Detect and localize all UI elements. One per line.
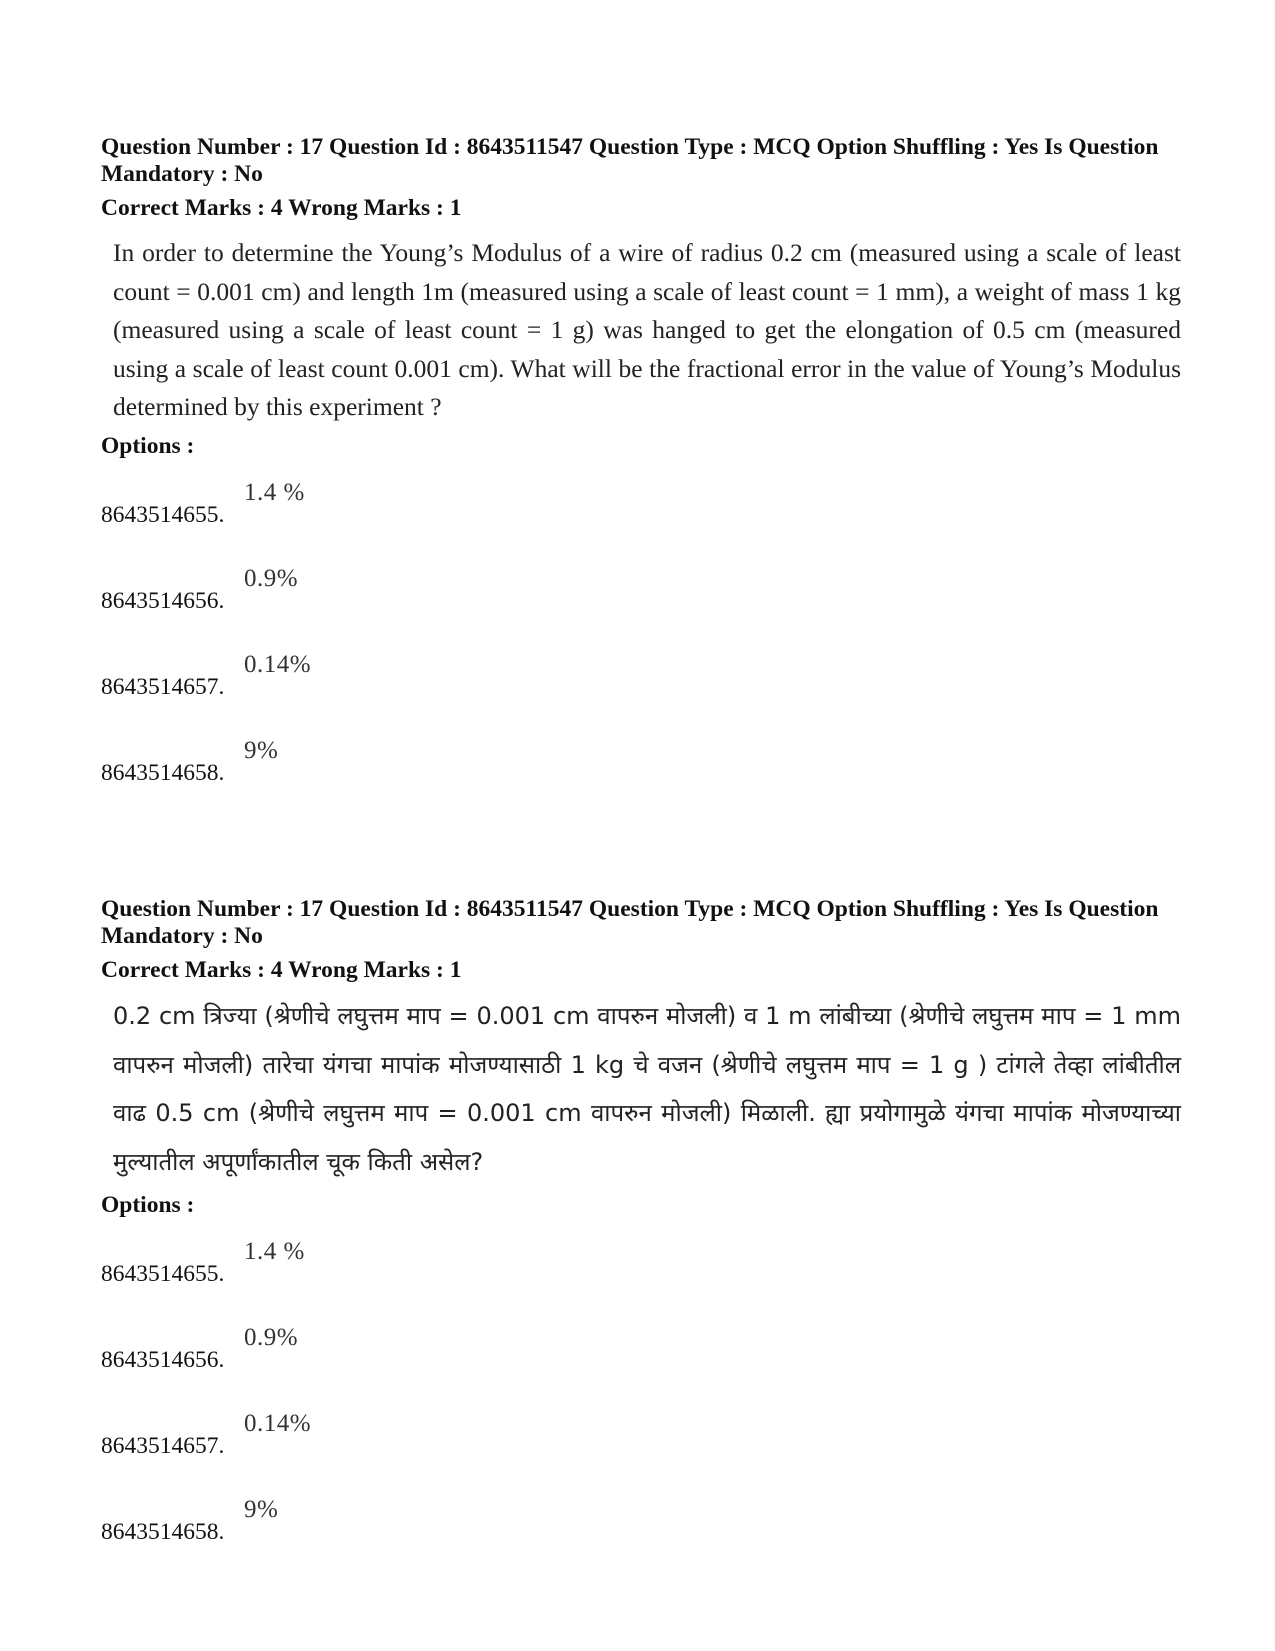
option-row (101, 1403, 1191, 1489)
question-text: 0.2 cm त्रिज्या (श्रेणीचे लघुत्तम माप = 0.001 cm वापरुन मोजली) व 1 m लांबीच्या (श्रेणीचे लघुत्तम माप = 1 mm वापरुन मोजली) तारेचा यंगचा मापांक मोजण्यासाठी 1 kg चे वजन (श्रेणीचे लघुत्तम माप = 1 g ) टांगले तेव्हा लांबीतील वाढ 0.5 cm (श्रेणीचे लघुत्तम माप = 0.001 cm वापरुन मोजली) मिळाली. ह्या प्रयोगामुळे यंगचा मापांक मोजण्याच्या मुल्यातील अपूर्णांकातील चूक किती असेल? (113, 1002, 1181, 1176)
option-value: 0.9% (244, 1324, 299, 1351)
option-id: 8643514657. (101, 673, 225, 700)
question-meta: Question Number : 17 Question Id : 8643511547 Question Type : MCQ Option Shuffling : Yes Is Question Mandatory : No (101, 896, 1159, 949)
question-block-marathi (101, 896, 1191, 1575)
question-marks: Correct Marks : 4 Wrong Marks : 1 (101, 195, 462, 221)
option-id: 8643514658. (101, 1519, 225, 1545)
option-row (101, 472, 1191, 558)
option-id: 8643514656. (101, 587, 225, 614)
option-value: 0.14% (244, 1410, 312, 1437)
question-block-english (101, 134, 1191, 816)
question-meta: Question Number : 17 Question Id : 8643511547 Question Type : MCQ Option Shuffling : Yes Is Question Mandatory : No (101, 134, 1159, 187)
option-row (101, 1489, 1191, 1575)
option-id: 8643514655. (101, 1261, 225, 1287)
option-row (101, 730, 1191, 816)
option-value: 0.14% (244, 650, 312, 678)
question-marks: Correct Marks : 4 Wrong Marks : 1 (101, 957, 462, 983)
options-label: Options : (101, 1192, 195, 1218)
options-label: Options : (101, 432, 195, 459)
option-id: 8643514657. (101, 1433, 225, 1459)
option-row (101, 644, 1191, 730)
option-row (101, 558, 1191, 644)
option-value: 1.4 % (244, 478, 305, 506)
question-text: In order to determine the Young’s Modulus of a wire of radius 0.2 cm (measured using a scale of least count = 0.001 cm) and length 1m (measured using a scale of least count = 1 mm), a weight of mass 1 kg (measured using a scale of least count = 1 g) was hanged to get the elongation of 0.5 cm (measured using a scale of least count 0.001 cm). What will be the fractional error in the value of Young’s Modulus determined by this experiment ? (113, 238, 1181, 421)
option-id: 8643514655. (101, 501, 225, 528)
option-row (101, 1317, 1191, 1403)
option-value: 9% (244, 1496, 279, 1523)
option-id: 8643514656. (101, 1347, 225, 1373)
option-value: 1.4 % (244, 1238, 305, 1265)
option-value: 0.9% (244, 564, 299, 592)
option-row (101, 1231, 1191, 1317)
option-id: 8643514658. (101, 759, 225, 786)
option-value: 9% (244, 736, 279, 764)
